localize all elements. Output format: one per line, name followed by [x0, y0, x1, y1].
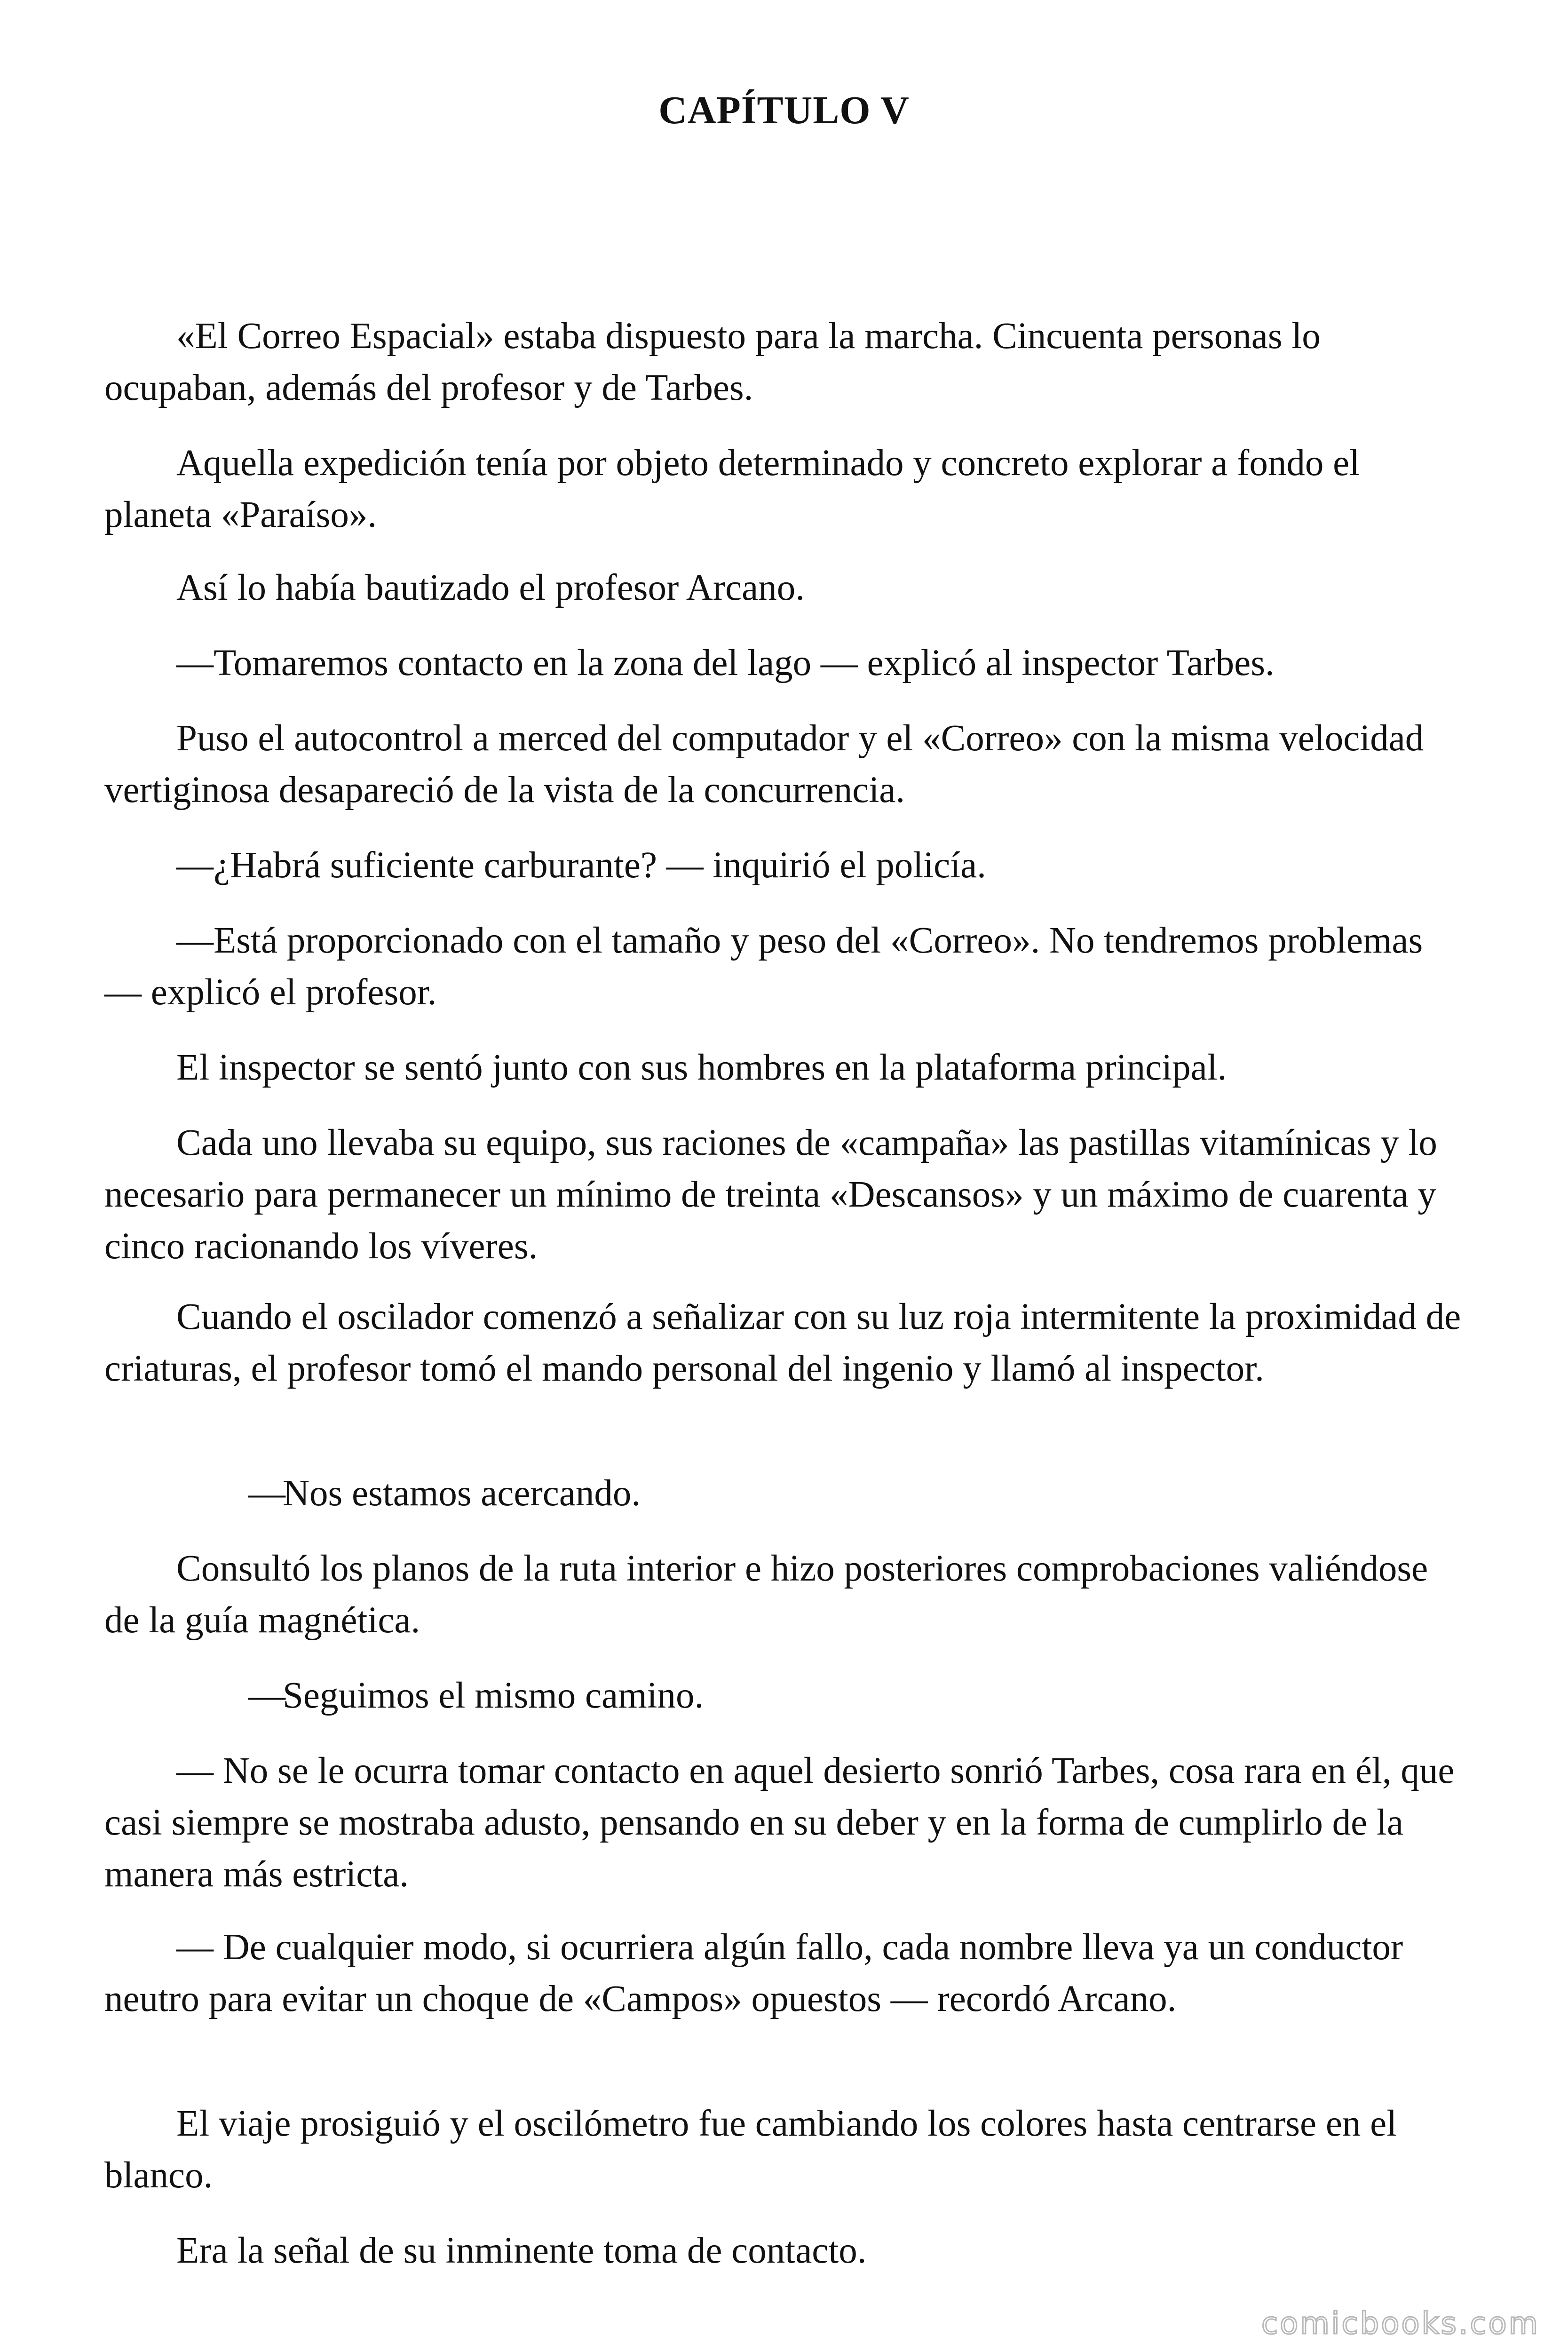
paragraph: El viaje prosiguió y el oscilómetro fue cambiando los colores hasta centrarse en el blanco. [104, 2103, 1397, 2196]
paragraph: El inspector se sentó junto con sus hombres en la plataforma principal. [176, 1047, 1227, 1088]
paragraph: Consultó los planos de la ruta interior e hizo posteriores comprobaciones valiéndose de la guía magnética. [104, 1548, 1428, 1641]
dialogue-dash: — [248, 1473, 285, 1514]
paragraph: Aquella expedición tenía por objeto determinado y concreto explorar a fondo el planeta «Paraíso». [104, 443, 1360, 535]
paragraph: Cada uno llevaba su equipo, sus raciones de «campaña» las pastillas vitamínicas y lo necesario para permanecer un mínimo de treinta «Descansos» y un máximo de cuarenta y cinco racionando los víveres. [104, 1122, 1437, 1267]
paragraph: —Está proporcionado con el tamaño y peso del «Correo». No tendremos problemas — explicó el profesor. [104, 920, 1423, 1013]
dialogue-text: Nos estamos acercando. [283, 1473, 641, 1514]
paragraph: Cuando el oscilador comenzó a señalizar con su luz roja intermitente la proximidad de criaturas, el profesor tomó el mando personal del ingenio y llamó al inspector. [104, 1296, 1461, 1389]
paragraph: Era la señal de su inminente toma de contacto. [176, 2230, 867, 2271]
chapter-title: CAPÍTULO V [658, 88, 910, 132]
dialogue-line [104, 1670, 1464, 1722]
paragraph: — No se le ocurra tomar contacto en aquel desierto sonrió Tarbes, cosa rara en él, que casi siempre se mostraba adusto, pensando en su deber y en la forma de cumplirlo de la manera más estricta. [104, 1750, 1455, 1895]
paragraph: — De cualquier modo, si ocurriera algún fallo, cada nombre lleva ya un conductor neutro para evitar un choque de «Campos» opuestos — recordó Arcano. [104, 1927, 1403, 2019]
dialogue-text: Seguimos el mismo camino. [283, 1675, 704, 1716]
paragraph: Puso el autocontrol a merced del computador y el «Correo» con la misma velocidad vertiginosa desapareció de la vista de la concurrencia. [104, 718, 1424, 810]
paragraph: —Tomaremos contacto en la zona del lago — explicó al inspector Tarbes. [176, 643, 1275, 683]
paragraph: Así lo había bautizado el profesor Arcano. [176, 567, 805, 608]
site-watermark: comicbooks.com [1261, 2306, 1540, 2341]
paragraph: —¿Habrá suficiente carburante? — inquirió el policía. [176, 845, 986, 886]
dialogue-line [104, 1468, 1464, 1519]
dialogue-dash: — [248, 1675, 285, 1716]
paragraph: «El Correo Espacial» estaba dispuesto para la marcha. Cincuenta personas lo ocupaban, además del profesor y de Tarbes. [104, 316, 1321, 408]
